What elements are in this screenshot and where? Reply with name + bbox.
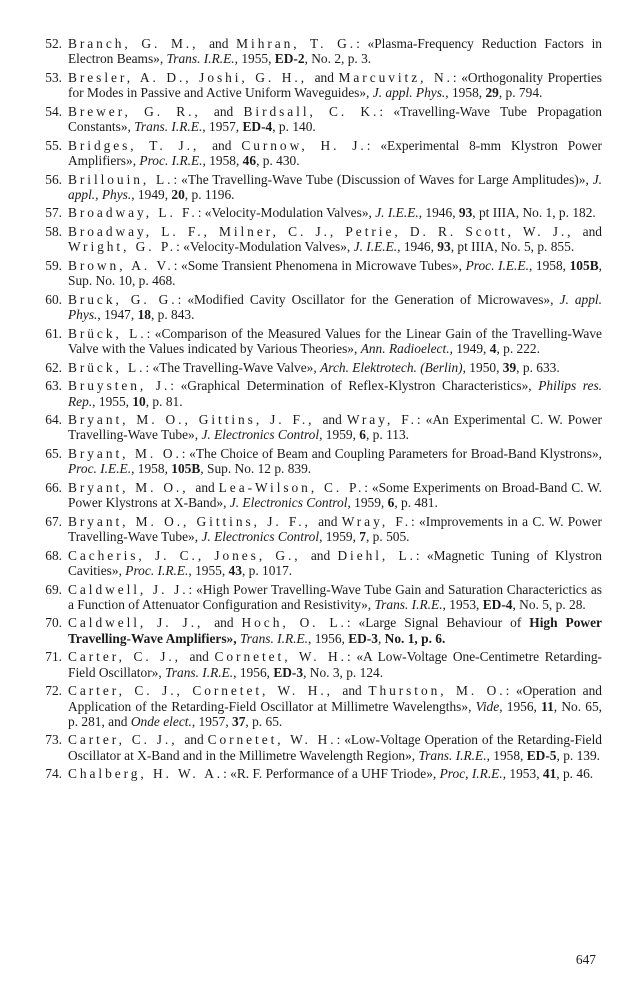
- reference-text: , 1956,: [233, 664, 274, 680]
- reference-text: and: [212, 137, 242, 153]
- reference-number: 62.: [45, 359, 62, 375]
- reference-volume: ED-5: [526, 747, 557, 763]
- reference-text: , 1957,: [191, 713, 233, 729]
- reference-author: Brewer, G. R.,: [68, 103, 214, 119]
- reference-text: and: [314, 69, 339, 85]
- reference-volume: 39: [502, 359, 517, 375]
- reference-text: , p. 633.: [516, 359, 560, 375]
- reference-text: , 1956,: [308, 630, 349, 646]
- reference-author: Broadway, L. F.: [68, 205, 198, 221]
- reference-text: , p. 46.: [556, 766, 594, 782]
- reference-text: , 1959,: [319, 427, 360, 443]
- reference-entry: [30, 514, 602, 545]
- reference-author: Wray, F.: [341, 513, 412, 529]
- reference-volume: ED-3: [348, 630, 378, 646]
- reference-text: : «The Choice of Beam and Coupling Parameters for Broad-Band Klystrons»,: [181, 445, 602, 461]
- reference-text: : «Large Signal Behaviour of: [346, 615, 530, 631]
- reference-journal: Philips res. Rep.: [68, 378, 603, 409]
- reference-number: 66.: [45, 479, 62, 495]
- reference-number: 57.: [45, 205, 62, 221]
- reference-number: 67.: [45, 513, 62, 529]
- reference-volume: 37: [232, 713, 246, 729]
- reference-text: , p. 843.: [150, 307, 195, 323]
- reference-volume: 29: [485, 85, 499, 101]
- reference-volume: 6: [387, 495, 395, 511]
- reference-text: : «The Travelling-Wave Tube (Discussion of Waves for Large Amplitudes)»,: [173, 171, 593, 187]
- reference-text: : «Travelling-Wave Tube Propagation Constants»,: [68, 103, 602, 135]
- reference-author: Caldwell, J. J.: [68, 581, 189, 597]
- reference-text: : «The Travelling-Wave Valve»,: [145, 359, 321, 375]
- reference-author: Bresler, A. D., Joshi, G. H.,: [68, 69, 315, 85]
- reference-author: Cornetet, W. H.: [214, 649, 347, 665]
- reference-author: Broadway, L. F., Milner, C. J., Petrie, D. R. Scott, W. J.,: [68, 224, 583, 240]
- reference-text: and: [195, 479, 219, 495]
- reference-entry: [30, 766, 602, 781]
- reference-number: 59.: [45, 257, 62, 273]
- reference-volume: ED-3: [273, 664, 304, 680]
- reference-text: , 1946,: [418, 205, 459, 221]
- reference-journal: Proc. I.R.E.: [139, 152, 203, 168]
- reference-text: , pt IIIA, No. 5, p. 855.: [450, 239, 575, 255]
- reference-text: , p. 65.: [245, 713, 283, 729]
- reference-text: , 1958,: [445, 85, 486, 101]
- reference-volume: 18: [137, 307, 151, 323]
- reference-author: Bruck, G. G.: [68, 291, 178, 307]
- reference-text: and: [184, 732, 208, 748]
- reference-number: 53.: [45, 69, 62, 85]
- reference-volume: No. 1, p. 6.: [384, 630, 446, 646]
- reference-text: : «Some Transient Phenomena in Microwave Tubes»,: [173, 257, 466, 273]
- reference-text: : «Orthogonality Properties for Modes in Passive and Active Uniform Waveguides»,: [68, 69, 602, 101]
- reference-text: , No. 65, p. 281, and: [68, 698, 602, 729]
- reference-journal: Trans. I.R.E.: [374, 596, 443, 612]
- reference-text: and: [582, 224, 602, 240]
- reference-journal: Proc. I.E.E.: [68, 461, 132, 477]
- reference-entry: [30, 224, 602, 255]
- reference-journal: J. Electronics Control: [201, 529, 320, 545]
- reference-number: 74.: [45, 766, 62, 782]
- reference-text: , p. 222.: [496, 341, 540, 357]
- reference-text: and: [318, 513, 342, 529]
- reference-entry: [30, 446, 602, 477]
- reference-volume: 105B: [569, 257, 599, 273]
- reference-number: 64.: [45, 412, 62, 428]
- reference-volume: 93: [437, 239, 451, 255]
- reference-journal: Trans. I.R.E.: [165, 664, 234, 680]
- reference-entry: [30, 292, 602, 323]
- reference-author: Diehl, L.: [337, 547, 416, 563]
- reference-text: : «Plasma-Frequency Reduction Factors in Electron Beams»,: [68, 36, 602, 67]
- reference-number: 58.: [45, 224, 62, 240]
- reference-text: , p. 1196.: [184, 186, 235, 202]
- reference-entry: [30, 104, 602, 135]
- reference-text: : «Low-Voltage Operation of the Retarding-Field Oscillator at X-Band and in the Millimetre Wavelength Region»,: [68, 732, 602, 763]
- reference-author: Mihran, T. G.: [236, 36, 357, 51]
- reference-text: , 1959,: [347, 495, 388, 511]
- reference-number: 68.: [45, 547, 62, 563]
- reference-volume: ED-4: [242, 119, 273, 135]
- reference-text: : «High Power Travelling-Wave Tube Gain and Saturation Characterictics as a Function of Attenuator Configuration and Resistivity»,: [68, 581, 602, 612]
- reference-text: , p. 794.: [498, 85, 543, 101]
- reference-journal: J. appl. Phys.: [68, 291, 602, 323]
- reference-author: Wray, F.: [346, 412, 417, 428]
- reference-entry: [30, 683, 602, 729]
- reference-entry: [30, 412, 602, 443]
- reference-text: , 1953,: [502, 766, 543, 782]
- reference-volume: 93: [458, 205, 473, 221]
- reference-journal: J. I.E.E.: [375, 205, 419, 221]
- reference-text: , p. 113.: [365, 427, 410, 443]
- reference-text: : «R. F. Performance of a UHF Triode»,: [223, 766, 440, 782]
- reference-journal: Arch. Elektrotech. (Berlin): [320, 359, 463, 375]
- reference-entry: [30, 548, 602, 579]
- reference-entry: [30, 378, 602, 409]
- reference-entry: [30, 70, 602, 101]
- reference-journal: J. Electronics Control: [201, 427, 320, 443]
- reference-journal: Vide: [475, 698, 500, 714]
- reference-text: , 1955,: [234, 51, 275, 67]
- reference-text: , 1958,: [528, 257, 570, 273]
- reference-author: Branch, G. M.,: [68, 36, 210, 51]
- reference-journal: J. appl., Phys.: [68, 171, 603, 202]
- reference-text: , p. 505.: [365, 529, 410, 545]
- reference-text: , 1955,: [188, 562, 229, 578]
- reference-volume: 20: [171, 186, 185, 202]
- reference-author: Bruysten, J.: [68, 378, 171, 394]
- reference-text: , 1949,: [449, 341, 490, 357]
- reference-journal: Proc. I.E.E.: [465, 257, 529, 273]
- reference-text: : «Some Experiments on Broad-Band C. W. Power Klystrons at X-Band»,: [68, 479, 603, 511]
- reference-journal: Trans. I.R.E.: [418, 747, 487, 763]
- reference-entry: [30, 582, 602, 613]
- reference-volume: 11: [541, 698, 554, 714]
- reference-text: , 1957,: [202, 119, 243, 135]
- reference-text: , 1955,: [92, 393, 133, 409]
- reference-number: 52.: [45, 36, 62, 51]
- reference-journal: J. Electronics Control: [229, 495, 348, 511]
- reference-volume: 10: [132, 393, 146, 409]
- reference-text: , p. 430.: [256, 152, 300, 168]
- reference-volume: 4: [489, 341, 497, 357]
- reference-number: 61.: [45, 325, 62, 341]
- reference-text: : «Experimental 8-mm Klystron Power Amplifiers»,: [68, 137, 602, 168]
- reference-journal: Onde elect.: [130, 713, 192, 729]
- reference-text: and: [213, 103, 244, 119]
- reference-volume: 46: [242, 152, 257, 168]
- reference-list: [30, 36, 602, 785]
- reference-entry: [30, 258, 602, 289]
- reference-entry: [30, 480, 602, 511]
- reference-text: : «Magnetic Tuning of Klystron Cavities»,: [68, 547, 602, 578]
- reference-text: : «Operation and Application of the Retarding-Field Oscillator at Millimetre Wavelengths»,: [68, 683, 602, 714]
- reference-number: 70.: [45, 615, 62, 631]
- reference-text: and: [189, 649, 215, 665]
- reference-author: Carter, C. J.,: [68, 649, 190, 665]
- reference-number: 73.: [45, 732, 62, 748]
- reference-volume: 41: [542, 766, 557, 782]
- reference-author: Brück, L.: [68, 359, 146, 375]
- reference-text: , No. 5, p. 28.: [512, 596, 586, 612]
- reference-volume: ED-4: [482, 596, 513, 612]
- reference-journal: Ann. Radioelect.: [360, 341, 450, 357]
- reference-text: , 1949,: [131, 186, 172, 202]
- reference-text: , No. 2, p. 3.: [304, 51, 372, 67]
- reference-author: Brown, A. V.: [68, 257, 174, 273]
- reference-journal: Proc, I.R.E.: [439, 766, 503, 782]
- reference-author: Bryant, M. O.,: [68, 479, 196, 495]
- reference-number: 54.: [45, 103, 62, 119]
- reference-entry: [30, 732, 602, 763]
- reference-volume: 105B: [171, 461, 201, 477]
- reference-text: and: [310, 547, 338, 563]
- reference-volume: ED-2: [274, 51, 305, 67]
- reference-journal: J. I.E.E.: [353, 239, 398, 255]
- reference-text: , Sup. No. 12 p. 839.: [200, 461, 312, 477]
- reference-entry: [30, 205, 602, 220]
- reference-entry: [30, 615, 602, 646]
- reference-entry: [30, 326, 602, 357]
- reference-entry: [30, 36, 602, 67]
- reference-journal: J. appl. Phys.: [372, 85, 446, 101]
- reference-number: 56.: [45, 171, 62, 187]
- reference-number: 72.: [45, 683, 62, 699]
- reference-number: 60.: [45, 291, 62, 307]
- reference-text: : «An Experimental C. W. Power Travelling-Wave Tube»,: [68, 412, 602, 443]
- reference-volume: 7: [359, 529, 366, 545]
- reference-volume: 6: [359, 427, 366, 443]
- reference-author: Hoch, O. L.: [241, 615, 347, 631]
- reference-text: , 1946,: [397, 239, 438, 255]
- reference-number: 55.: [45, 137, 62, 153]
- reference-number: 69.: [45, 581, 62, 597]
- reference-text: , p. 81.: [145, 393, 183, 409]
- reference-author: Curnow, H. J.: [241, 137, 367, 153]
- reference-text: , Sup. No. 10, p. 468.: [68, 257, 602, 289]
- reference-author: Bryant, M. O.: [68, 445, 182, 461]
- reference-volume: 43: [228, 562, 242, 578]
- reference-author: Caldwell, J. J.,: [68, 615, 215, 631]
- reference-text: : «Velocity-Modulation Valves»,: [176, 239, 354, 255]
- reference-journal: Trans. I.R.E.: [166, 51, 235, 67]
- reference-text: : «Improvements in a C. W. Power Travelling-Wave Tube»,: [68, 513, 602, 545]
- reference-author: Bryant, M. O., Gittins, J. F.,: [68, 513, 319, 529]
- page-number: 647: [575, 952, 596, 967]
- reference-author: Chalberg, H. W. A.: [68, 766, 224, 782]
- reference-number: 71.: [45, 649, 62, 665]
- reference-number: 65.: [45, 445, 62, 461]
- reference-author: Thurston, M. O.: [368, 683, 506, 699]
- reference-text: , 1956,: [499, 698, 542, 714]
- reference-text: , 1958,: [202, 152, 243, 168]
- reference-text: , 1958,: [131, 461, 172, 477]
- reference-entry: [30, 138, 602, 169]
- reference-text: ,: [377, 630, 385, 646]
- reference-journal: Trans. I.R.E.: [134, 119, 203, 135]
- reference-author: Brück, L.: [68, 325, 147, 341]
- reference-text: , p. 139.: [556, 747, 601, 763]
- reference-volume: High Power Travelling-Wave Amplifiers»,: [68, 615, 602, 646]
- reference-text: and: [214, 615, 242, 631]
- reference-text: and: [342, 683, 369, 699]
- reference-author: Brillouin, L.: [68, 171, 174, 187]
- reference-text: : «Velocity-Modulation Valves»,: [197, 205, 376, 221]
- reference-journal: Proc. I.R.E.: [125, 562, 189, 578]
- reference-text: , pt IIIA, No. 1, p. 182.: [472, 205, 596, 221]
- reference-author: Wright, G. P.: [68, 239, 177, 255]
- reference-author: Lea-Wilson, C. P.: [218, 479, 365, 495]
- reference-text: , 1959,: [319, 529, 360, 545]
- reference-author: Cacheris, J. C., Jones, G.,: [68, 547, 311, 563]
- reference-text: , 1947,: [97, 307, 138, 323]
- reference-text: and: [209, 36, 237, 51]
- reference-text: : «Modified Cavity Oscillator for the Generation of Microwaves»,: [177, 291, 560, 307]
- reference-number: 63.: [45, 378, 62, 394]
- reference-text: , p. 1017.: [241, 562, 293, 578]
- reference-text: , No. 3, p. 124.: [303, 664, 384, 680]
- reference-author: Cornetet, W. H.: [207, 732, 337, 748]
- reference-text: , 1958,: [486, 747, 527, 763]
- reference-text: , 1950,: [462, 359, 503, 375]
- reference-entry: [30, 172, 602, 203]
- reference-author: Bryant, M. O., Gittins, J. F.,: [68, 412, 323, 428]
- reference-text: : «A Low-Voltage One-Centimetre Retarding-Field Oscillator»,: [68, 649, 603, 680]
- reference-author: Marcuvitz, N.: [338, 69, 453, 85]
- reference-text: , p. 481.: [394, 495, 438, 511]
- reference-text: , p. 140.: [272, 119, 316, 135]
- reference-text: , 1953,: [442, 596, 483, 612]
- reference-author: Bridges, T. J.,: [68, 137, 213, 153]
- reference-author: Birdsall, C. K.: [243, 103, 380, 119]
- reference-entry: [30, 649, 602, 680]
- reference-author: Carter, C. J., Cornetet, W. H.,: [68, 683, 343, 699]
- reference-entry: [30, 360, 602, 375]
- reference-text: : «Comparison of the Measured Values for the Linear Gain of the Travelling-Wave Valve with the Values indicated by Various Theories»,: [68, 325, 602, 357]
- reference-text: and: [322, 412, 347, 428]
- reference-text: : «Graphical Determination of Reflex-Klystron Characteristics»,: [170, 378, 539, 394]
- reference-author: Carter, C. J.,: [68, 732, 185, 748]
- reference-journal: Trans. I.R.E.: [239, 630, 309, 646]
